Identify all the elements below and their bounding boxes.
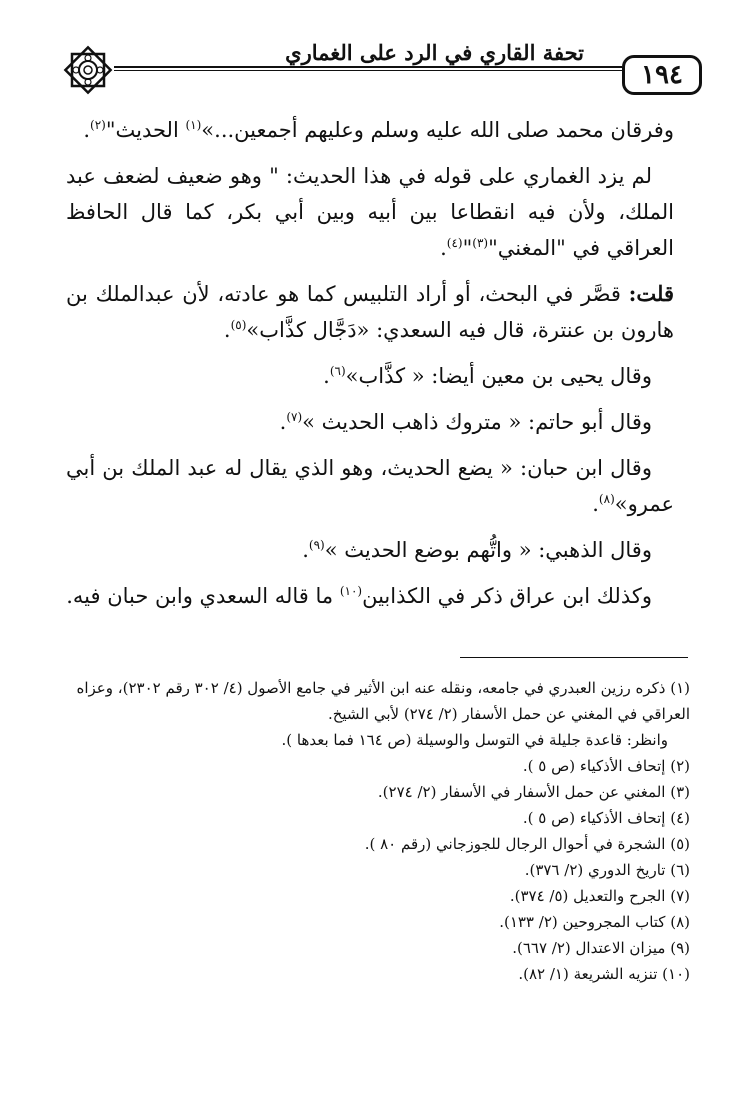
footnote-1-continued: وانظر: قاعدة جليلة في التوسل والوسيلة (ص ١٦٤ فما بعدها ). xyxy=(281,731,668,749)
paragraph-3: قلت: قصَّر في البحث، أو أراد التلبيس كما هو عادته، لأن عبدالملك بن هارون بن عنترة، قال فيه السعدي: «دَجَّال كذَّاب»$^{(٥)}$. xyxy=(66,281,674,342)
footnote-ref-7: (٧) xyxy=(286,410,303,424)
paragraph-4: وقال يحيى بن معين أيضا: « كذَّاب»$^{(٦)}$. xyxy=(323,364,652,388)
footnote-5: (٥) الشجرة في أحوال الرجال للجوزجاني (رقم ٨٠ ). xyxy=(364,835,690,853)
paragraph-1: وفرقان محمد صلى الله عليه وسلم وعليهم أجمعين...»$^{(١)}$ الحديث"$^{(٢)}$. xyxy=(83,118,674,142)
paragraph-5: وقال أبو حاتم: « متروك ذاهب الحديث »$^{(٧)}$. xyxy=(279,410,652,434)
footnote-8: (٨) كتاب المجروحين (٢/ ١٣٣). xyxy=(499,913,690,931)
footnote-divider xyxy=(460,657,688,658)
footnote-1: (١) ذكره رزين العبدري في جامعه، ونقله عنه ابن الأثير في جامع الأصول (٤/ ٣٠٢ رقم ٢٣٠٢)، وعزاه العراقي في المغني عن حمل الأسفار (٢/ ٢٧٤) لأبي الشيخ. xyxy=(76,679,690,723)
footnote-ref-3: (٣) xyxy=(472,236,489,250)
footnote-ref-2: (٢) xyxy=(90,118,106,132)
paragraph-6: وقال ابن حبان: « يضع الحديث، وهو الذي يقال له عبد الملك بن أبي عمرو»$^{(٨)}$. xyxy=(66,456,674,516)
footnote-ref-10: (١٠) xyxy=(339,584,363,598)
paragraph-2: لم يزد الغماري على قوله في هذا الحديث: " وهو ضعيف لضعف عبد الملك، ولأن فيه انقطاعا بين أبيه وبين أبي بكر، كما قال الحافظ العراقي في "المغني"$^{(٣)}$"$^{(٤)}$. xyxy=(66,164,674,260)
paragraph-8: وكذلك ابن عراق ذكر في الكذابين$^{(١٠)}$ ما قاله السعدي وابن حبان فيه. xyxy=(66,584,652,608)
footnote-9: (٩) ميزان الاعتدال (٢/ ٦٦٧). xyxy=(512,939,690,957)
footnote-2: (٢) إتحاف الأذكياء (ص ٥ ). xyxy=(522,757,690,775)
footnote-ref-9: (٩) xyxy=(308,538,325,552)
page-header xyxy=(62,40,702,104)
footnotes xyxy=(66,675,690,987)
running-title: تحفة القاري في الرد على الغماري xyxy=(285,40,584,65)
header-rule xyxy=(114,66,622,71)
paragraph-7: وقال الذهبي: « واتُّهم بوضع الحديث »$^{(٩)}$. xyxy=(302,538,652,562)
footnote-ref-4: (٤) xyxy=(446,236,463,250)
footnote-6: (٦) تاريخ الدوري (٢/ ٣٧٦). xyxy=(524,861,690,879)
footnote-10: (١٠) تنزيه الشريعة (١/ ٨٢). xyxy=(518,965,690,983)
footnote-ref-1: (١) xyxy=(185,118,202,132)
footnote-4: (٤) إتحاف الأذكياء (ص ٥ ). xyxy=(522,809,690,827)
page-number: ١٩٤ xyxy=(622,55,702,95)
footnote-ref-8: (٨) xyxy=(598,492,615,506)
octagram-ornament-icon xyxy=(62,44,114,96)
qultu-label: قلت: xyxy=(628,281,674,306)
footnote-7: (٧) الجرح والتعديل (٥/ ٣٧٤). xyxy=(509,887,690,905)
footnote-3: (٣) المغني عن حمل الأسفار في الأسفار (٢/ ٢٧٤). xyxy=(377,783,690,801)
footnote-ref-5: (٥) xyxy=(230,318,247,332)
footnote-ref-6: (٦) xyxy=(329,364,346,378)
main-text xyxy=(66,112,674,624)
